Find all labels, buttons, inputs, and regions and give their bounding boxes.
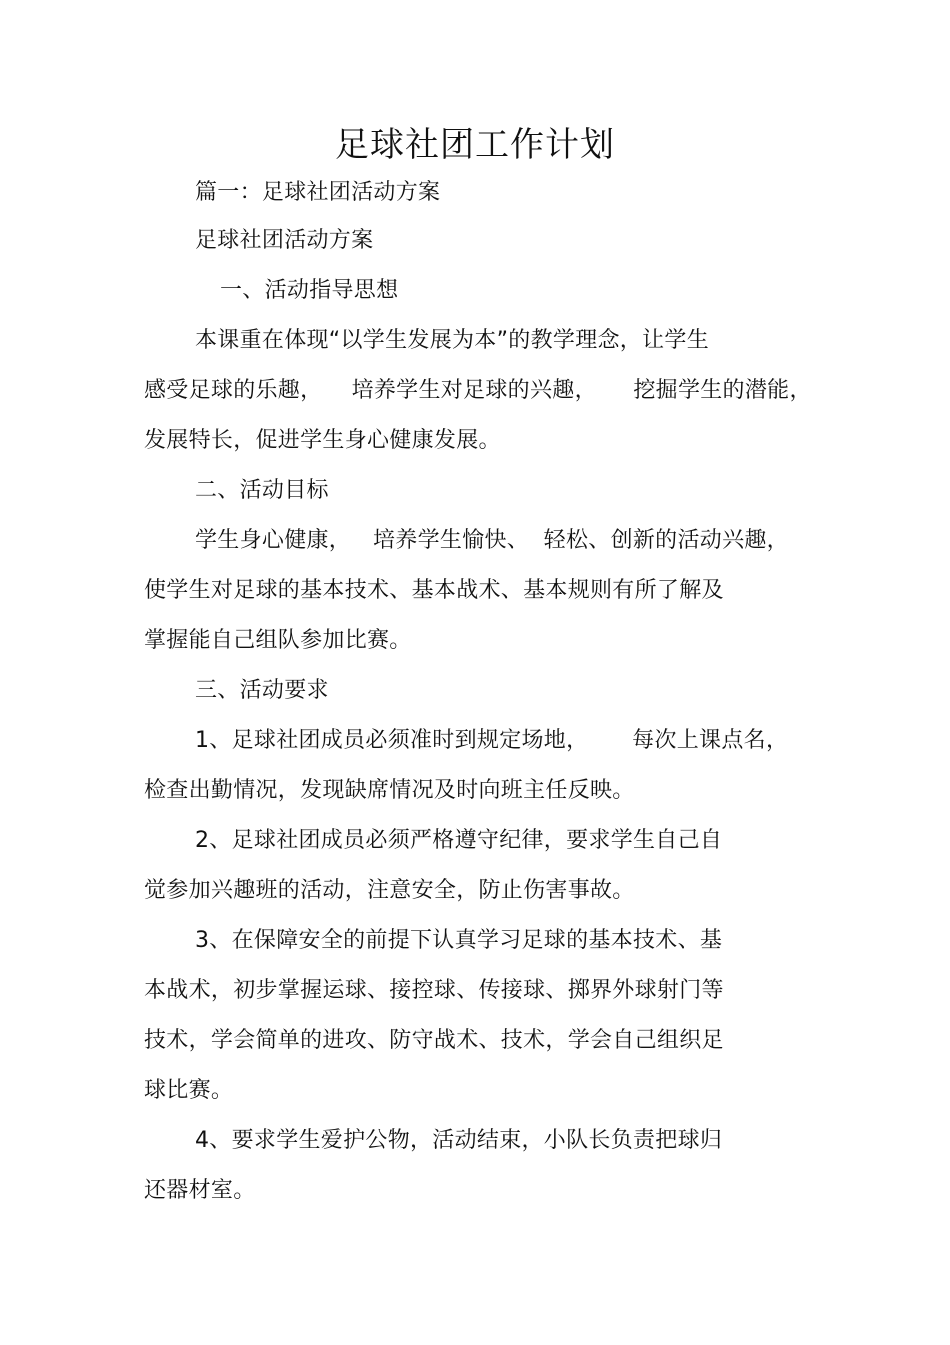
paragraph-line: 使学生对足球的基本技术、基本战术、基本规则有所了解及 xyxy=(144,578,724,603)
paragraph-line: 4、要求学生爱护公物，活动结束，小队长负责把球归 xyxy=(195,1128,723,1153)
paragraph-line: 3、在保障安全的前提下认真学习足球的基本技术、基 xyxy=(195,928,723,953)
paragraph-line: 球比赛。 xyxy=(144,1078,234,1103)
paragraph-line: 检查出勤情况，发现缺席情况及时向班主任反映。 xyxy=(144,778,635,803)
plan-subtitle: 足球社团活动方案 xyxy=(195,228,374,253)
paragraph-line: 学生身心健康， 培养学生愉快、 轻松、创新的活动兴趣， xyxy=(195,528,789,553)
section-heading-3: 三、活动要求 xyxy=(195,678,329,703)
paragraph-line: 本战术，初步掌握运球、接控球、传接球、掷界外球射门等 xyxy=(144,978,724,1003)
paragraph-line: 掌握能自己组队参加比赛。 xyxy=(144,628,412,653)
paragraph-line: 发展特长，促进学生身心健康发展。 xyxy=(144,428,501,453)
document-title: 足球社团工作计划 xyxy=(335,125,615,165)
chapter-heading: 篇一：足球社团活动方案 xyxy=(195,180,441,205)
section-heading-1: 一、活动指导思想 xyxy=(220,278,399,303)
paragraph-line: 2、足球社团成员必须严格遵守纪律，要求学生自己自 xyxy=(195,828,723,853)
paragraph-line: 还器材室。 xyxy=(144,1178,256,1203)
paragraph-line: 技术，学会简单的进攻、防守战术、技术，学会自己组织足 xyxy=(144,1028,724,1053)
paragraph-line: 感受足球的乐趣， 培养学生对足球的兴趣， 挖掘学生的潜能， xyxy=(144,378,812,403)
paragraph-line: 本课重在体现“以学生发展为本”的教学理念，让学生 xyxy=(195,328,709,353)
paragraph-line: 觉参加兴趣班的活动，注意安全，防止伤害事故。 xyxy=(144,878,635,903)
section-heading-2: 二、活动目标 xyxy=(195,478,329,503)
paragraph-line: 1、足球社团成员必须准时到规定场地， 每次上课点名， xyxy=(195,728,789,753)
